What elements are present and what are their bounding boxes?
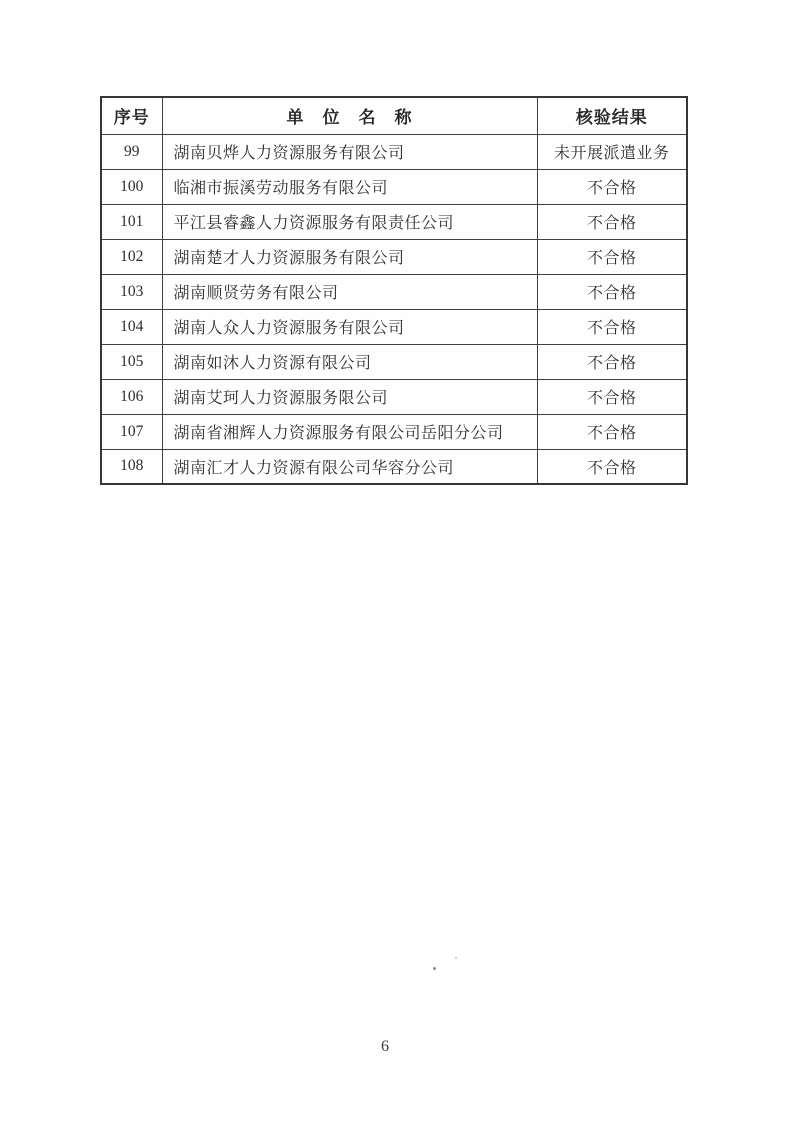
cell-verification-result: 不合格 [537,414,687,449]
cell-verification-result: 不合格 [537,449,687,484]
cell-serial-number: 99 [101,134,162,169]
cell-unit-name: 湖南汇才人力资源有限公司华容分公司 [162,449,537,484]
cell-unit-name: 湖南如沐人力资源有限公司 [162,344,537,379]
cell-verification-result: 不合格 [537,344,687,379]
header-serial-number: 序号 [101,97,162,134]
cell-unit-name: 临湘市振溪劳动服务有限公司 [162,169,537,204]
page-number: 6 [381,1038,389,1055]
cell-serial-number: 103 [101,274,162,309]
table-body [101,134,687,484]
cell-serial-number: 108 [101,449,162,484]
table-row [101,169,687,204]
verification-result-table [100,96,688,485]
table-row [101,449,687,484]
cell-serial-number: 106 [101,379,162,414]
scan-speck [455,957,457,959]
cell-verification-result: 不合格 [537,274,687,309]
cell-unit-name: 湖南人众人力资源服务有限公司 [162,309,537,344]
cell-serial-number: 104 [101,309,162,344]
table-row [101,379,687,414]
table-header [101,97,687,134]
cell-serial-number: 101 [101,204,162,239]
cell-unit-name: 湖南楚才人力资源服务有限公司 [162,239,537,274]
cell-serial-number: 107 [101,414,162,449]
table-row [101,204,687,239]
table-row [101,134,687,169]
cell-serial-number: 102 [101,239,162,274]
cell-verification-result: 不合格 [537,239,687,274]
header-unit-name: 单 位 名 称 [162,97,537,134]
cell-unit-name: 平江县睿鑫人力资源服务有限责任公司 [162,204,537,239]
cell-unit-name: 湖南顺贤劳务有限公司 [162,274,537,309]
cell-serial-number: 100 [101,169,162,204]
table-header-row [101,97,687,134]
table-row [101,344,687,379]
cell-verification-result: 未开展派遣业务 [537,134,687,169]
table-row [101,414,687,449]
table-row [101,239,687,274]
cell-unit-name: 湖南贝烨人力资源服务有限公司 [162,134,537,169]
scan-speck [433,967,436,970]
cell-unit-name: 湖南艾珂人力资源服务限公司 [162,379,537,414]
cell-verification-result: 不合格 [537,379,687,414]
header-verification-result: 核验结果 [537,97,687,134]
cell-verification-result: 不合格 [537,204,687,239]
cell-unit-name: 湖南省湘辉人力资源服务有限公司岳阳分公司 [162,414,537,449]
cell-verification-result: 不合格 [537,169,687,204]
table-row [101,274,687,309]
cell-verification-result: 不合格 [537,309,687,344]
table-row [101,309,687,344]
cell-serial-number: 105 [101,344,162,379]
